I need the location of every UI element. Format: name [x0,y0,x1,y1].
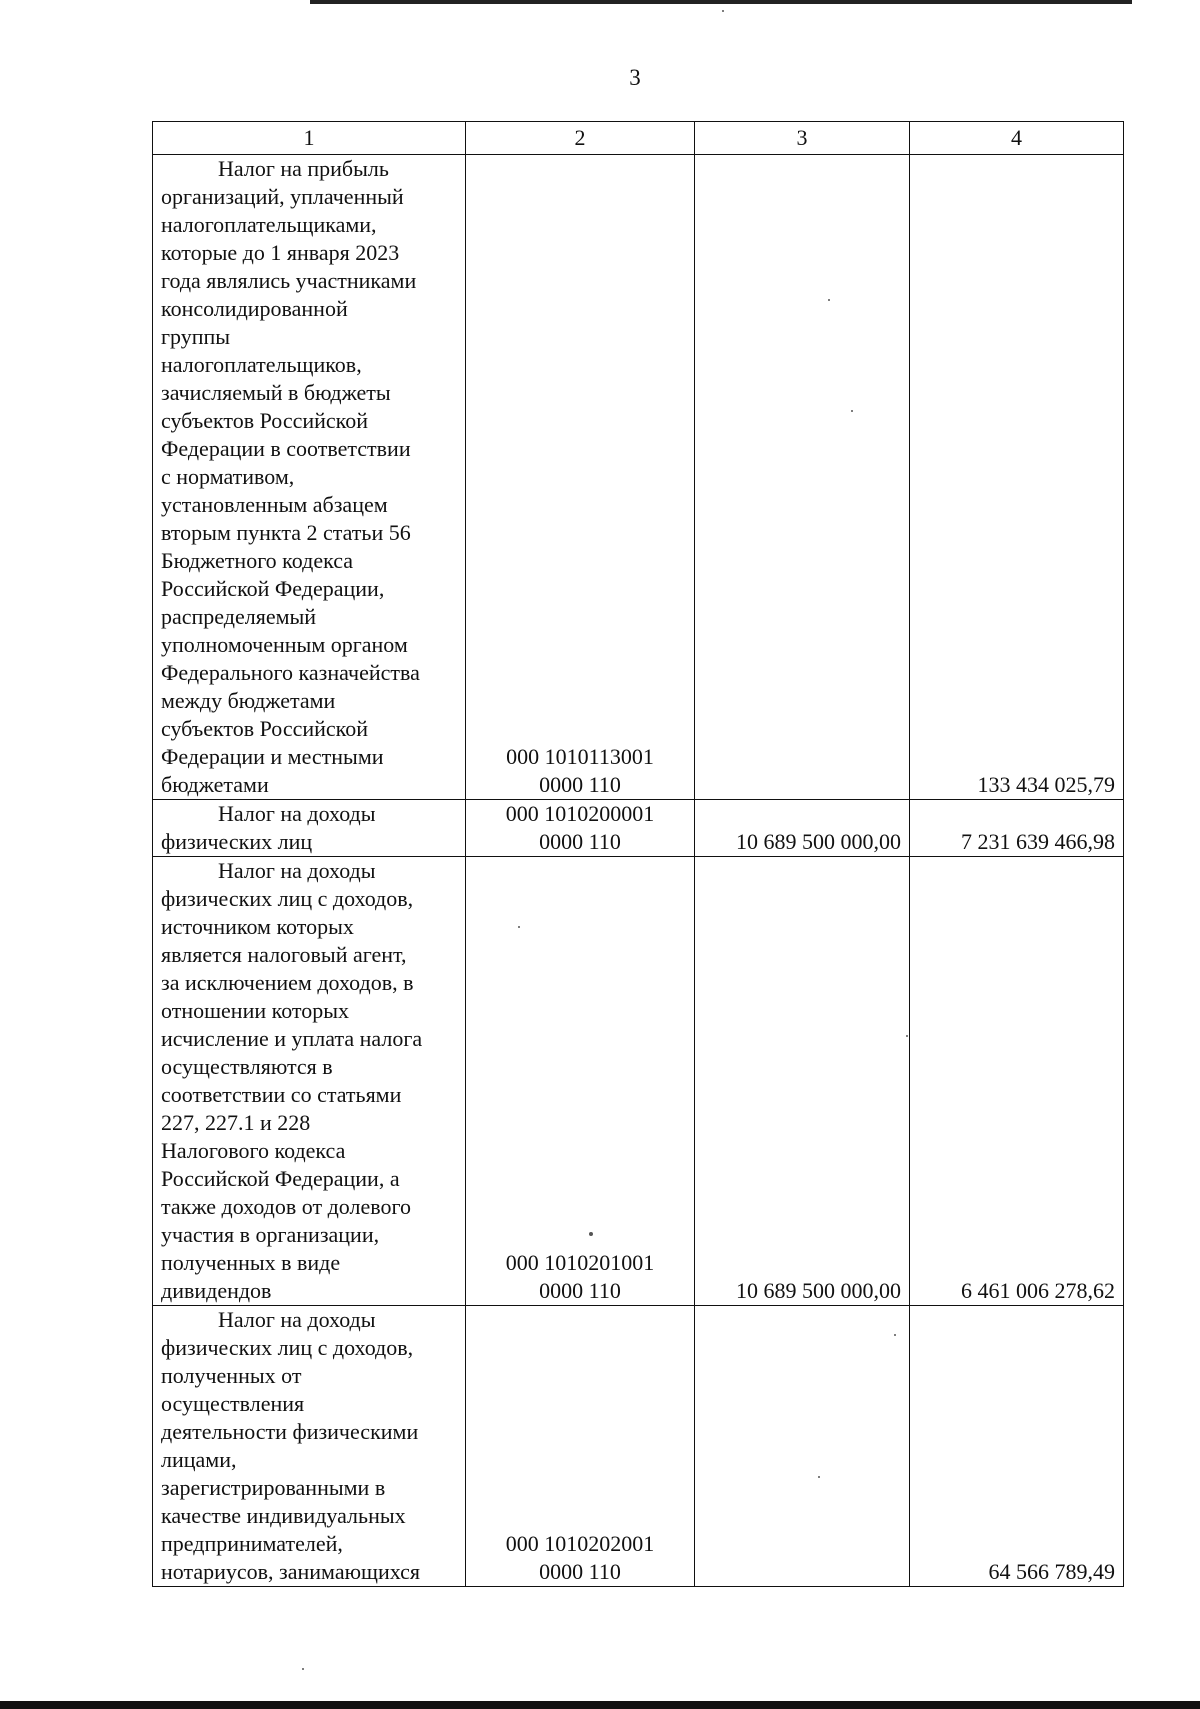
scan-speck [828,299,830,301]
row-name-line: полученных от [161,1363,302,1388]
scan-speck [589,1232,593,1236]
row-name-line: за исключением доходов, в [161,970,414,995]
row-name-line: зачисляемый в бюджеты [161,380,391,405]
table-row [153,155,1124,800]
row-name-line: Налог на прибыль [218,156,389,181]
table-row [153,1306,1124,1587]
row-name-line: дивидендов [161,1278,272,1303]
scan-speck [851,410,853,412]
row-name-line: которые до 1 января 2023 [161,240,400,265]
row-name-line: уполномоченным органом [161,632,408,657]
budget-classification-code: 000 1010113001 [506,744,654,769]
header-col-1: 1 [153,122,466,155]
row-name-line: с нормативом, [161,464,295,489]
top-border-rule [310,0,1132,4]
table-row [153,800,1124,857]
row-actual-amount: 133 434 025,79 [910,155,1124,800]
row-name-line: между бюджетами [161,688,336,713]
row-name-line: полученных в виде [161,1250,341,1275]
row-name-line: Налог на доходы [218,1307,376,1332]
row-name-line: физических лиц с доходов, [161,1335,414,1360]
row-name-line: Российской Федерации, а [161,1166,400,1191]
row-name-cell [153,1306,466,1587]
row-name-line: Федерации и местными [161,744,384,769]
row-name-line: Налогового кодекса [161,1138,346,1163]
row-name-cell [153,800,466,857]
row-code-cell [466,857,695,1306]
scan-speck [906,1035,908,1037]
table-header-row [153,122,1124,155]
scan-speck [722,10,724,12]
row-name-line: группы [161,324,231,349]
row-name-line: лицами, [161,1447,237,1472]
row-name-line: нотариусов, занимающихся [161,1559,420,1584]
row-name-line: консолидированной [161,296,348,321]
row-name-line: года являлись участниками [161,268,417,293]
row-name-line: деятельности физическими [161,1419,419,1444]
row-code-cell [466,155,695,800]
row-name-line: физических лиц с доходов, [161,886,414,911]
row-name-line: установленным абзацем [161,492,388,517]
scan-speck [302,1668,304,1670]
budget-classification-code: 0000 110 [539,1559,621,1584]
row-name-line: вторым пункта 2 статьи 56 [161,520,411,545]
row-name-line: 227, 227.1 и 228 [161,1110,311,1135]
row-name-line: Бюджетного кодекса [161,548,354,573]
budget-classification-code: 0000 110 [539,829,621,854]
row-name-line: соответствии со статьями [161,1082,402,1107]
row-name-line: также доходов от долевого [161,1194,411,1219]
row-plan-amount: 10 689 500 000,00 [695,857,910,1306]
row-name-line: Федерации в соответствии [161,436,411,461]
row-plan-amount [695,155,910,800]
row-name-line: Налог на доходы [218,801,376,826]
row-name-cell [153,857,466,1306]
row-name-line: субъектов Российской [161,408,369,433]
table-row [153,857,1124,1306]
row-name-cell [153,155,466,800]
row-name-line: осуществляются в [161,1054,333,1079]
scan-speck [518,926,520,928]
row-name-line: качестве индивидуальных [161,1503,406,1528]
row-name-line: налогоплательщиков, [161,352,362,377]
budget-classification-code: 000 1010201001 [505,1250,655,1275]
row-name-line: зарегистрированными в [161,1475,386,1500]
row-name-line: является налоговый агент, [161,942,407,967]
row-name-line: Федерального казначейства [161,660,420,685]
row-name-line: налогоплательщиками, [161,212,377,237]
row-plan-amount [695,1306,910,1587]
row-name-line: физических лиц [161,829,313,854]
row-actual-amount: 6 461 006 278,62 [910,857,1124,1306]
bottom-border-rule [0,1701,1200,1709]
row-name-line: бюджетами [161,772,269,797]
budget-classification-code: 000 1010200001 [505,801,655,826]
budget-classification-code: 000 1010202001 [505,1531,655,1556]
row-name-line: источником которых [161,914,354,939]
row-plan-amount: 10 689 500 000,00 [695,800,910,857]
budget-classification-code: 0000 110 [539,772,621,797]
page-number: 3 [629,65,641,90]
row-name-line: осуществления [161,1391,305,1416]
row-name-line: Налог на доходы [218,858,376,883]
budget-classification-code: 0000 110 [539,1278,621,1303]
row-name-line: распределяемый [161,604,317,629]
row-name-line: участия в организации, [161,1222,380,1247]
row-name-line: организаций, уплаченный [161,184,404,209]
row-actual-amount: 64 566 789,49 [910,1306,1124,1587]
row-name-line: субъектов Российской [161,716,369,741]
revenue-table [152,121,1124,1587]
row-code-cell [466,1306,695,1587]
row-name-line: Российской Федерации, [161,576,385,601]
header-col-3: 3 [695,122,910,155]
row-name-line: предпринимателей, [161,1531,343,1556]
header-col-4: 4 [910,122,1124,155]
row-code-cell [466,800,695,857]
scan-speck [894,1334,896,1336]
scan-speck [818,1476,820,1478]
row-name-line: отношении которых [161,998,350,1023]
row-name-line: исчисление и уплата налога [161,1026,423,1051]
row-actual-amount: 7 231 639 466,98 [910,800,1124,857]
header-col-2: 2 [466,122,695,155]
